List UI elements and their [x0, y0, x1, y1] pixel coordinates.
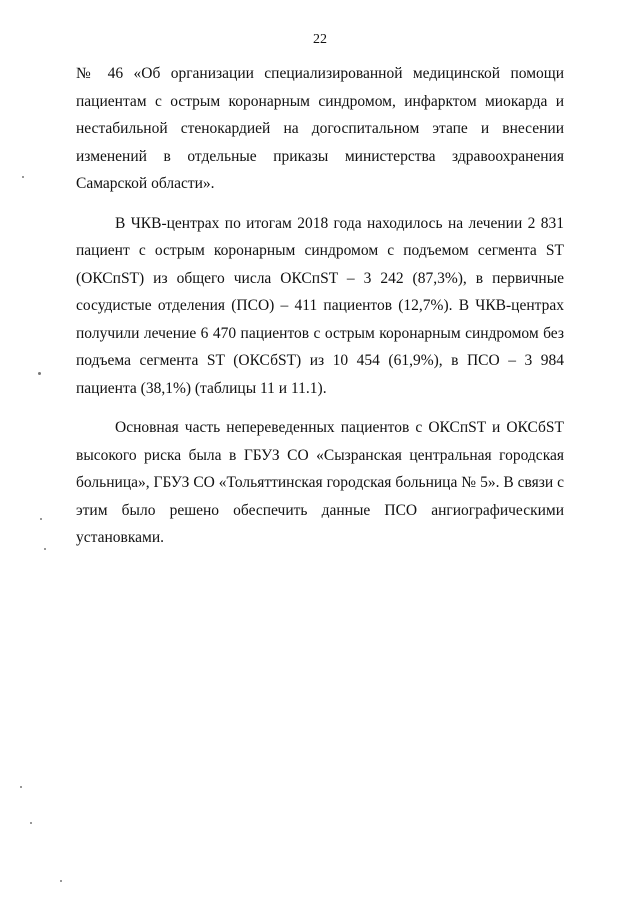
- paragraph-order-reference: № 46 «Об организации специализированной медицинской помощи пациентам с острым коронарным синдромом, инфарктом миокарда и нестабильной стенокардией на догоспитальном этапе и внесении изменений в отдельные приказы министерства здравоохранения Самарской области».: [76, 65, 564, 192]
- scan-speck: [22, 176, 24, 178]
- paragraph-untransferred-patients: Основная часть непереведенных пациентов с ОКСпST и ОКСбST высокого риска была в ГБУЗ СО «Сызранская центральная городская больница», ГБУЗ СО «Тольяттинская городская больница № 5». В связи с этим было решено обеспечить данные ПСО ангиографическими установками.: [76, 419, 564, 546]
- scan-speck: [30, 822, 32, 824]
- paragraph-pci-centers-stats: В ЧКВ-центрах по итогам 2018 года находилось на лечении 2 831 пациент с острым коронарным синдромом с подъемом сегмента ST (ОКСпST) из общего числа ОКСпST – 3 242 (87,3%), в первичные сосудистые отделения (ПСО) – 411 пациентов (12,7%). В ЧКВ-центрах получили лечение 6 470 пациентов с острым коронарным синдромом без подъема сегмента ST (ОКСбST) из 10 454 (61,9%), в ПСО – 3 984 пациента (38,1%) (таблицы 11 и 11.1).: [76, 214, 564, 397]
- scan-speck: [44, 548, 46, 550]
- scan-speck: [20, 786, 22, 788]
- scan-speck: [38, 372, 41, 375]
- document-body: [76, 60, 564, 552]
- scan-speck: [40, 518, 42, 520]
- scan-speck: [60, 880, 62, 882]
- page-number: 22: [313, 32, 327, 47]
